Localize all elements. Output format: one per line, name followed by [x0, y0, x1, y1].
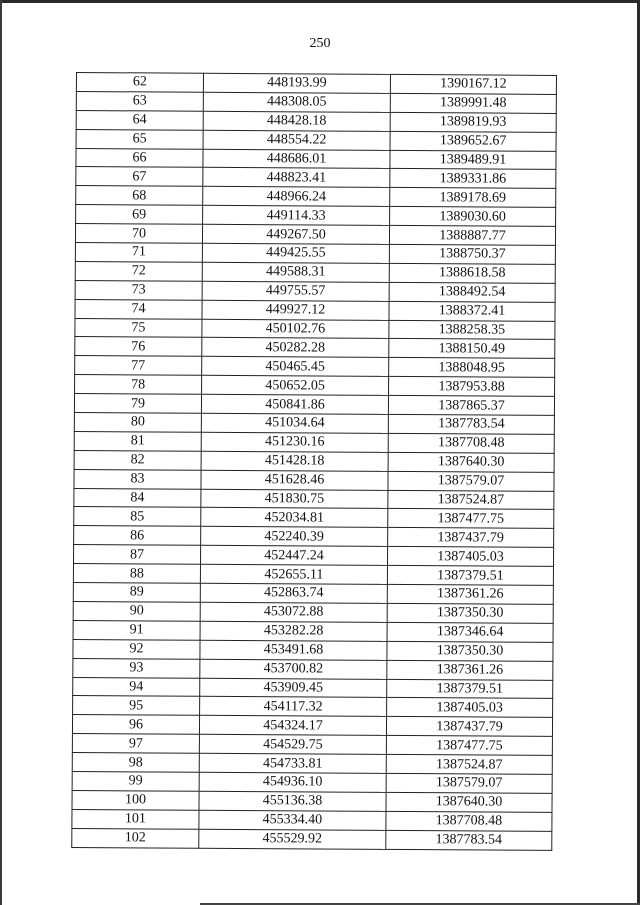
- x-coordinate-cell: 451230.16: [201, 432, 388, 452]
- point-number-cell: 63: [76, 91, 203, 111]
- x-coordinate-cell: 452447.24: [200, 546, 387, 566]
- y-coordinate-cell: 1389030.60: [390, 207, 556, 227]
- x-coordinate-cell: 451428.18: [201, 451, 388, 471]
- x-coordinate-cell: 452034.81: [201, 508, 388, 528]
- x-coordinate-cell: 449267.50: [202, 224, 389, 244]
- point-number-cell: 64: [76, 110, 203, 130]
- point-number-cell: 65: [76, 129, 203, 149]
- point-number-cell: 93: [73, 658, 200, 678]
- table-row: [72, 828, 552, 850]
- x-coordinate-cell: 454733.81: [199, 753, 386, 773]
- y-coordinate-cell: 1387865.37: [388, 396, 554, 416]
- x-coordinate-cell: 449927.12: [202, 300, 389, 320]
- y-coordinate-cell: 1387350.30: [387, 641, 553, 661]
- x-coordinate-cell: 448308.05: [203, 92, 390, 112]
- point-number-cell: 83: [74, 469, 201, 489]
- point-number-cell: 97: [72, 734, 199, 754]
- x-coordinate-cell: 453700.82: [200, 659, 387, 679]
- x-coordinate-cell: 454117.32: [200, 697, 387, 717]
- x-coordinate-cell: 450282.28: [202, 338, 389, 358]
- x-coordinate-cell: 450102.76: [202, 319, 389, 339]
- y-coordinate-cell: 1387477.75: [386, 736, 552, 756]
- point-number-cell: 102: [72, 828, 199, 848]
- point-number-cell: 92: [73, 639, 200, 659]
- point-number-cell: 74: [75, 299, 202, 319]
- x-coordinate-cell: 448686.01: [203, 149, 390, 169]
- point-number-cell: 73: [75, 280, 202, 300]
- y-coordinate-cell: 1388618.58: [389, 263, 555, 283]
- point-number-cell: 81: [74, 431, 201, 451]
- point-number-cell: 66: [76, 148, 203, 168]
- point-number-cell: 84: [74, 488, 201, 508]
- y-coordinate-cell: 1387640.30: [386, 792, 552, 812]
- y-coordinate-cell: 1387437.79: [386, 717, 552, 737]
- point-number-cell: 80: [74, 413, 201, 433]
- y-coordinate-cell: 1387640.30: [388, 452, 554, 472]
- point-number-cell: 100: [72, 790, 199, 810]
- point-number-cell: 101: [72, 809, 199, 829]
- coordinates-table: [71, 72, 557, 850]
- point-number-cell: 89: [73, 583, 200, 603]
- x-coordinate-cell: 452655.11: [200, 564, 387, 584]
- point-number-cell: 91: [73, 620, 200, 640]
- x-coordinate-cell: 449425.55: [202, 243, 389, 263]
- y-coordinate-cell: 1388887.77: [389, 226, 555, 246]
- point-number-cell: 70: [75, 224, 202, 244]
- x-coordinate-cell: 452863.74: [200, 583, 387, 603]
- x-coordinate-cell: 454936.10: [199, 772, 386, 792]
- coordinates-table-body: [72, 73, 557, 850]
- y-coordinate-cell: 1388150.49: [389, 339, 555, 359]
- x-coordinate-cell: 453282.28: [200, 621, 387, 641]
- y-coordinate-cell: 1389652.67: [390, 131, 556, 151]
- x-coordinate-cell: 454529.75: [199, 734, 386, 754]
- point-number-cell: 75: [75, 318, 202, 338]
- y-coordinate-cell: 1389819.93: [390, 112, 556, 132]
- point-number-cell: 90: [73, 601, 200, 621]
- y-coordinate-cell: 1389489.91: [390, 150, 556, 170]
- y-coordinate-cell: 1387579.07: [386, 773, 552, 793]
- point-number-cell: 76: [75, 337, 202, 357]
- x-coordinate-cell: 450465.45: [202, 357, 389, 377]
- point-number-cell: 71: [75, 243, 202, 263]
- y-coordinate-cell: 1387350.30: [387, 603, 553, 623]
- y-coordinate-cell: 1389178.69: [390, 188, 556, 208]
- x-coordinate-cell: 451830.75: [201, 489, 388, 509]
- point-number-cell: 96: [72, 715, 199, 735]
- y-coordinate-cell: 1389991.48: [390, 93, 556, 113]
- y-coordinate-cell: 1387524.87: [388, 490, 554, 510]
- y-coordinate-cell: 1388258.35: [389, 320, 555, 340]
- y-coordinate-cell: 1387783.54: [388, 414, 554, 434]
- y-coordinate-cell: 1387437.79: [388, 528, 554, 548]
- y-coordinate-cell: 1389331.86: [390, 169, 556, 189]
- y-coordinate-cell: 1388492.54: [389, 282, 555, 302]
- point-number-cell: 99: [72, 771, 199, 791]
- x-coordinate-cell: 451034.64: [201, 413, 388, 433]
- y-coordinate-cell: 1388750.37: [389, 244, 555, 264]
- point-number-cell: 86: [74, 526, 201, 546]
- x-coordinate-cell: 452240.39: [201, 527, 388, 547]
- y-coordinate-cell: 1387953.88: [389, 377, 555, 397]
- y-coordinate-cell: 1387405.03: [387, 698, 553, 718]
- x-coordinate-cell: 455334.40: [199, 810, 386, 830]
- x-coordinate-cell: 448193.99: [203, 73, 390, 93]
- point-number-cell: 67: [76, 167, 203, 187]
- y-coordinate-cell: 1390167.12: [390, 74, 556, 94]
- y-coordinate-cell: 1387477.75: [388, 509, 554, 529]
- point-number-cell: 82: [74, 450, 201, 470]
- x-coordinate-cell: 448966.24: [203, 187, 390, 207]
- x-coordinate-cell: 453072.88: [200, 602, 387, 622]
- x-coordinate-cell: 451628.46: [201, 470, 388, 490]
- y-coordinate-cell: 1387783.54: [386, 830, 552, 850]
- y-coordinate-cell: 1387524.87: [386, 754, 552, 774]
- x-coordinate-cell: 450841.86: [201, 394, 388, 414]
- page-number: 250: [309, 36, 331, 51]
- y-coordinate-cell: 1387708.48: [386, 811, 552, 831]
- x-coordinate-cell: 455136.38: [199, 791, 386, 811]
- y-coordinate-cell: 1388372.41: [389, 301, 555, 321]
- point-number-cell: 79: [74, 394, 201, 414]
- y-coordinate-cell: 1387361.26: [387, 584, 553, 604]
- y-coordinate-cell: 1387379.51: [387, 679, 553, 699]
- point-number-cell: 68: [76, 186, 203, 206]
- y-coordinate-cell: 1387361.26: [387, 660, 553, 680]
- point-number-cell: 77: [75, 356, 202, 376]
- y-coordinate-cell: 1387379.51: [387, 566, 553, 586]
- x-coordinate-cell: 455529.92: [199, 829, 386, 849]
- x-coordinate-cell: 448823.41: [203, 168, 390, 188]
- x-coordinate-cell: 448428.18: [203, 111, 390, 131]
- point-number-cell: 69: [76, 205, 203, 225]
- x-coordinate-cell: 454324.17: [199, 716, 386, 736]
- y-coordinate-cell: 1387346.64: [387, 622, 553, 642]
- y-coordinate-cell: 1387579.07: [388, 471, 554, 491]
- point-number-cell: 78: [75, 375, 202, 395]
- y-coordinate-cell: 1387405.03: [387, 547, 553, 567]
- x-coordinate-cell: 453491.68: [200, 640, 387, 660]
- point-number-cell: 98: [72, 753, 199, 773]
- x-coordinate-cell: 449755.57: [202, 281, 389, 301]
- x-coordinate-cell: 449588.31: [202, 262, 389, 282]
- y-coordinate-cell: 1388048.95: [389, 358, 555, 378]
- point-number-cell: 87: [73, 545, 200, 565]
- scan-border-left: [0, 0, 2, 905]
- x-coordinate-cell: 453909.45: [200, 678, 387, 698]
- y-coordinate-cell: 1387708.48: [388, 433, 554, 453]
- point-number-cell: 94: [73, 677, 200, 697]
- x-coordinate-cell: 448554.22: [203, 130, 390, 150]
- point-number-cell: 72: [75, 261, 202, 281]
- x-coordinate-cell: 450652.05: [202, 376, 389, 396]
- point-number-cell: 62: [76, 73, 203, 93]
- scan-border-top: [0, 0, 640, 3]
- point-number-cell: 88: [73, 564, 200, 584]
- point-number-cell: 85: [74, 507, 201, 527]
- x-coordinate-cell: 449114.33: [203, 206, 390, 226]
- point-number-cell: 95: [73, 696, 200, 716]
